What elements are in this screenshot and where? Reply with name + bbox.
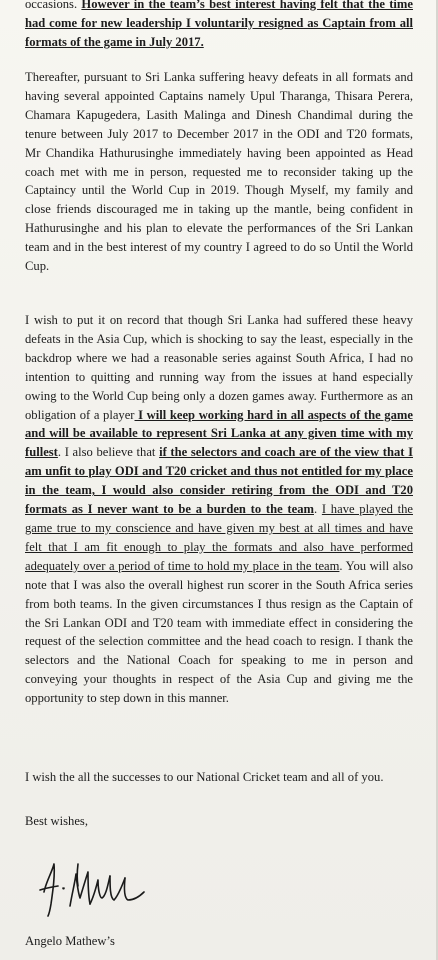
- emphasis-text: I will keep working hard in all aspects of the game and will be available to represent Sri Lanka at any given time with my fullest: [25, 407, 413, 460]
- paragraph-text: .: [313, 502, 322, 517]
- underlined-text: I have played the game true to my conscience and have given my best at all times and have felt that I am fit enough to play the formats and also have performed adequately over a period of time to hold my place in the team: [25, 502, 413, 573]
- paragraph-text: . I also believe that: [57, 445, 160, 460]
- signatory-name: Angelo Mathew’s: [25, 934, 115, 948]
- paragraph-text: occasions.: [25, 0, 82, 11]
- paragraph-text: . You will also note that I was also the overall highest run scorer in the South Africa series from both teams. In the given circumstances I thus resign as the Captain of the Sri Lankan ODI and T20 team with immediate effect in considering the request of the selection committee and the head coach to resign. I thank the selectors and the National Coach for speaking to me in person and conveying your thoughts in respect of the Asia Cup and giving me the opportunity to step down in this manner.: [25, 558, 413, 706]
- emphasis-text: if the selectors and coach are of the view that I am unfit to play ODI and T20 cricket and thus not entitled for my place in the team, I would also consider retiring from the ODI and T20 formats as I never want to be a burden to the team: [25, 445, 413, 517]
- paragraph-captaincy-return: Thereafter, pursuant to Sri Lanka suffering heavy defeats in all formats and having several appointed Captains namely Upul Tharanga, Thisara Perera, Chamara Kapugedera, Lasith Malinga and Dinesh Chandimal during the tenure between July 2017 to December 2017 in the ODI and T20 formats, Mr Chandika Hathurusinghe immediately having been appointed as Head coach met with me in person, requested me to reconsider taking up the Captaincy until the World Cup in 2019. Though Myself, my family and close friends discouraged me in taking up the mantle, being confident in Hathurusinghe and his plan to elevate the performances of the Sri Lankan team and in the best interest of my country I agreed to do so Until the World Cup.: [25, 70, 413, 274]
- paragraph-resignation-2017: [25, 0, 413, 52]
- paragraph-good-wishes: I wish the all the successes to our National Cricket team and all of you.: [25, 770, 384, 784]
- paragraph-text: I wish to put it on record that though Sri Lanka had suffered these heavy defeats in the Asia Cup, which is shocking to say the least, especially in the backdrop where we had a reasonable series against South Africa, I had no intention to quitting and running way from the issues at hand especially owing to the World Cup being only a dozen games away. Furthermore as an obligation of a player: [25, 313, 413, 422]
- paragraph-asia-cup-statement: [25, 311, 413, 708]
- handwritten-signature: [30, 846, 150, 930]
- closing-salutation: Best wishes,: [25, 814, 88, 828]
- emphasis-text: However in the team’s best interest having felt that the time had come for new leadership I voluntarily resigned as Captain from all formats of the game in July 2017.: [25, 0, 413, 49]
